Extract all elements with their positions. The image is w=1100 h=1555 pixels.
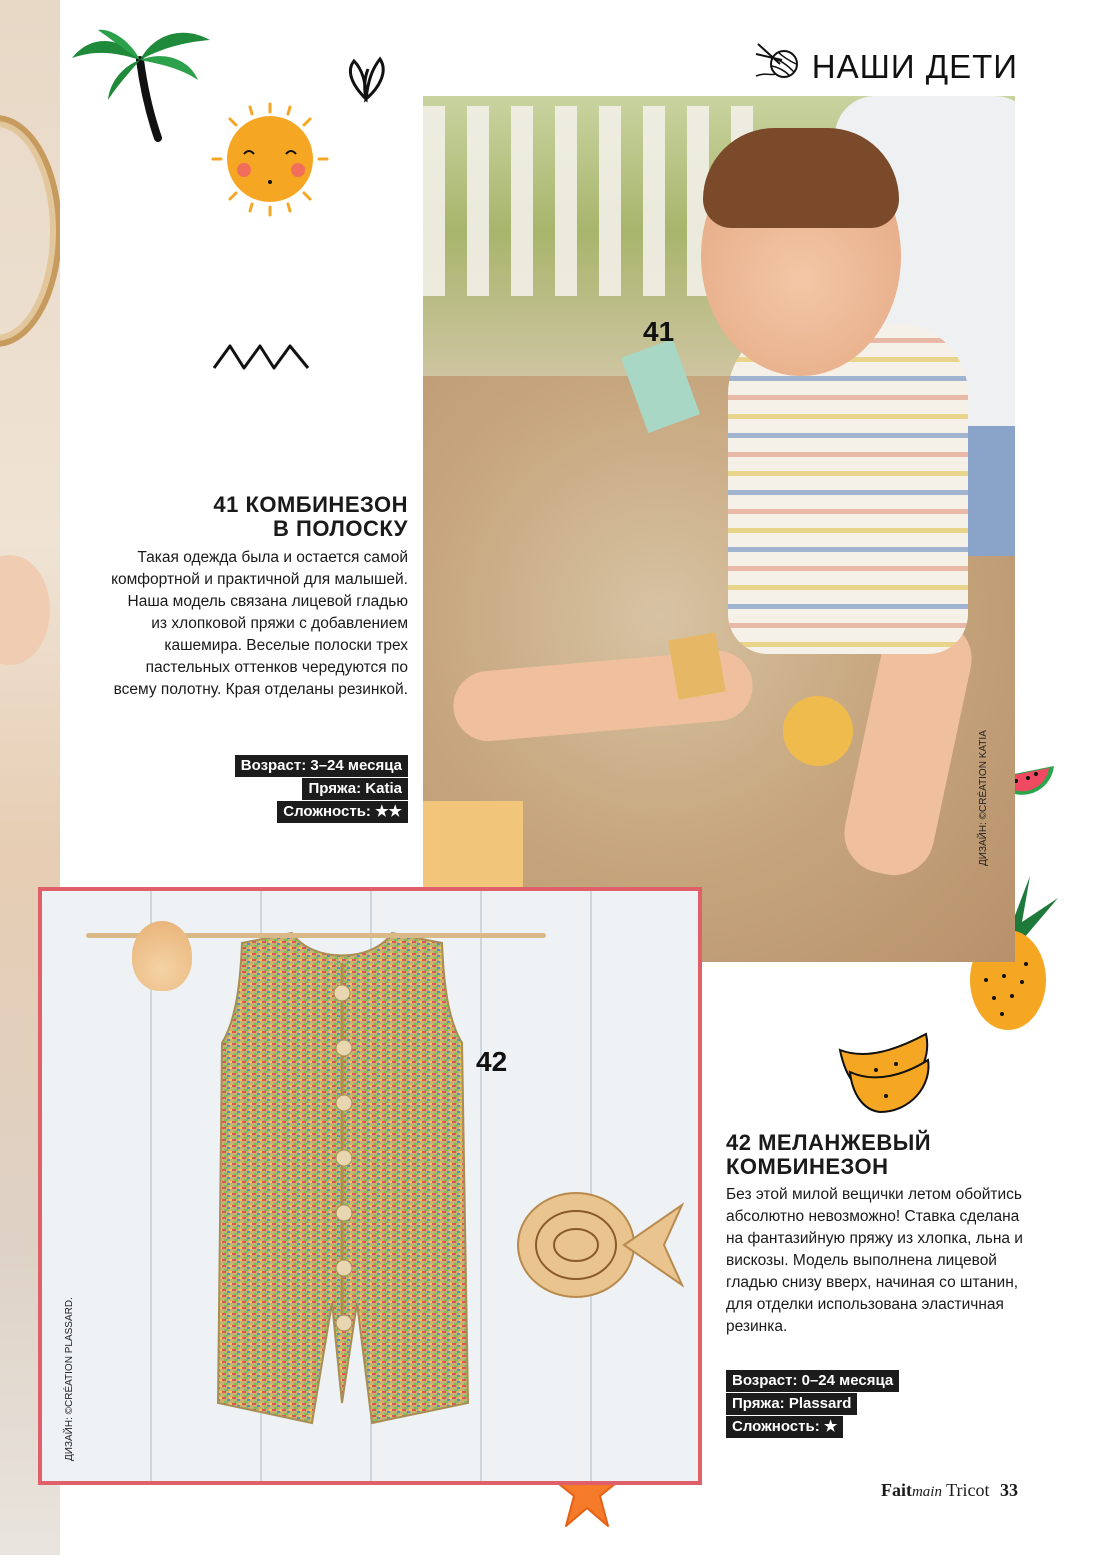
leaf-icon bbox=[342, 55, 392, 103]
striped-romper bbox=[728, 324, 968, 654]
magazine-brand: Faitmain bbox=[880, 1480, 942, 1500]
spec-difficulty: Сложность: ★ bbox=[726, 1416, 843, 1438]
model-42-description: Без этой милой вещички летом обойтись абсолютно невозможно! Ставка сделана на фантазийную пряжу из хлопка, льна и вискозы. Модель выполнена лицевой гладью снизу вверх, начиная со штанин, для отделки использована эластичная резинка. bbox=[726, 1186, 1023, 1335]
model-42-title: 42 МЕЛАНЖЕВЫЙ КОМБИНЕЗОН bbox=[726, 1130, 932, 1179]
rattan-mirror bbox=[0, 115, 60, 347]
toy-block bbox=[668, 632, 726, 699]
page-number: 33 bbox=[1000, 1480, 1018, 1500]
spec-yarn: Пряжа: Plassard bbox=[726, 1393, 857, 1415]
photo-model-41 bbox=[423, 96, 1015, 962]
sun-icon bbox=[210, 102, 330, 217]
magazine-tricot: Tricot bbox=[946, 1480, 990, 1500]
banana-icon bbox=[836, 1030, 936, 1115]
page-footer bbox=[881, 1480, 1018, 1501]
wooden-fish-toy bbox=[514, 1185, 684, 1305]
model-42-specs bbox=[726, 1370, 899, 1439]
child-arm bbox=[0, 555, 50, 665]
model-41-title: 41 КОМБИНЕЗОН В ПОЛОСКУ bbox=[213, 492, 408, 541]
scallop-shell bbox=[132, 921, 192, 991]
spec-age: Возраст: 3–24 месяца bbox=[235, 755, 408, 777]
yarn-ball-icon bbox=[754, 40, 804, 80]
photo-model-42 bbox=[38, 887, 702, 1485]
melange-romper bbox=[182, 923, 502, 1453]
model-41-specs bbox=[235, 755, 408, 824]
photo-model-number: 41 bbox=[643, 316, 675, 347]
photo-model-number: 42 bbox=[476, 1046, 508, 1077]
spec-age: Возраст: 0–24 месяца bbox=[726, 1370, 899, 1392]
toy-block bbox=[423, 801, 523, 891]
photo-credit: ДИЗАЙН: ©CRÉATION PLASSARD. bbox=[64, 1297, 75, 1461]
zigzag-icon bbox=[212, 340, 312, 372]
model-41-description: Такая одежда была и остается самой комфортной и практичной для малышей. Наша модель связана лицевой гладью из хлопковой пряжи с добавлением кашемира. Веселые полоски трех пастельных оттенков чередуются по всему полотну. Края отделаны резинкой. bbox=[111, 549, 408, 698]
section-title: НАШИ ДЕТИ bbox=[811, 48, 1018, 85]
palm-tree-icon bbox=[70, 20, 215, 142]
photo-credit: ДИЗАЙН: ©CRÉATION KATIA bbox=[978, 730, 989, 866]
spec-difficulty: Сложность: ★★ bbox=[277, 801, 408, 823]
spec-yarn: Пряжа: Katia bbox=[302, 778, 408, 800]
